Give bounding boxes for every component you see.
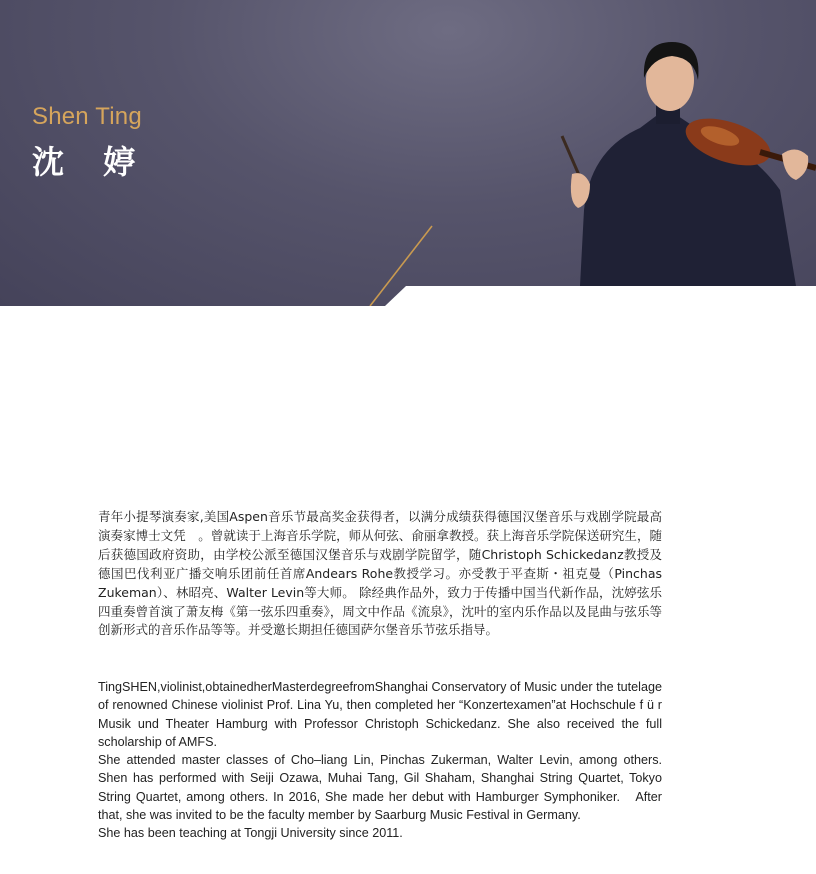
biography-chinese: 青年小提琴演奏家,美国Aspen音乐节最高奖金获得者，以满分成绩获得德国汉堡音乐与戏剧学院最高演奏家博士文凭 。曾就读于上海音乐学院，师从何弦、俞丽拿教授。获上海音乐学院保送研究生，随后获德国政府资助，由学校公派至德国汉堡音乐与戏剧学院留学，随Christoph Schickedanz教授及德国巴伐利亚广播交响乐团前任首席Andears Rohe教授学习。亦受教于平查斯・祖克曼（Pinchas Zukeman）、林昭亮、Walter Levin等大师。 除经典作品外，致力于传播中国当代新作品，沈婷弦乐四重奏曾首演了萧友梅《第一弦乐四重奏》，周文中作品《流泉》，沈叶的室内乐作品以及昆曲与弦乐等创新形式的音乐作品等等。并受邀长期担任德国萨尔堡音乐节弦乐指导。 [98,509,662,638]
left-hand [782,149,808,180]
portrait-photo [560,20,816,286]
biography-english [98,678,662,843]
bio-en-paragraph: She has been teaching at Tongji University since 2011. [98,826,403,841]
name-english: Shen Ting [32,103,142,130]
bio-en-paragraph: TingSHEN,violinist,obtainedherMasterdegreefromShanghai Conservatory of Music under the tutelage of renowned Chinese violinist Prof. Lina Yu, then completed her “Konzertexamen”at Hochschule f ü r Musik und Theater Hamburg with Professor Christoph Schickedanz. She also received the full scholarship of AMFS. [98,680,662,749]
bio-en-paragraph: She attended master classes of Cho–liang Lin, Pinchas Zukerman, Walter Levin, among others. Shen has performed with Seiji Ozawa, Muhai Tang, Gil Shaham, Shanghai String Quartet, Tokyo String Quartet, among others. In 2016, She made her debut with Hamburger Symphoniker. After that, she was invited to be the faculty member by Saarburg Music Festival in Germany. [98,753,662,823]
banner-white-wedge [385,286,816,306]
name-chinese: 沈 婷 [32,143,150,181]
